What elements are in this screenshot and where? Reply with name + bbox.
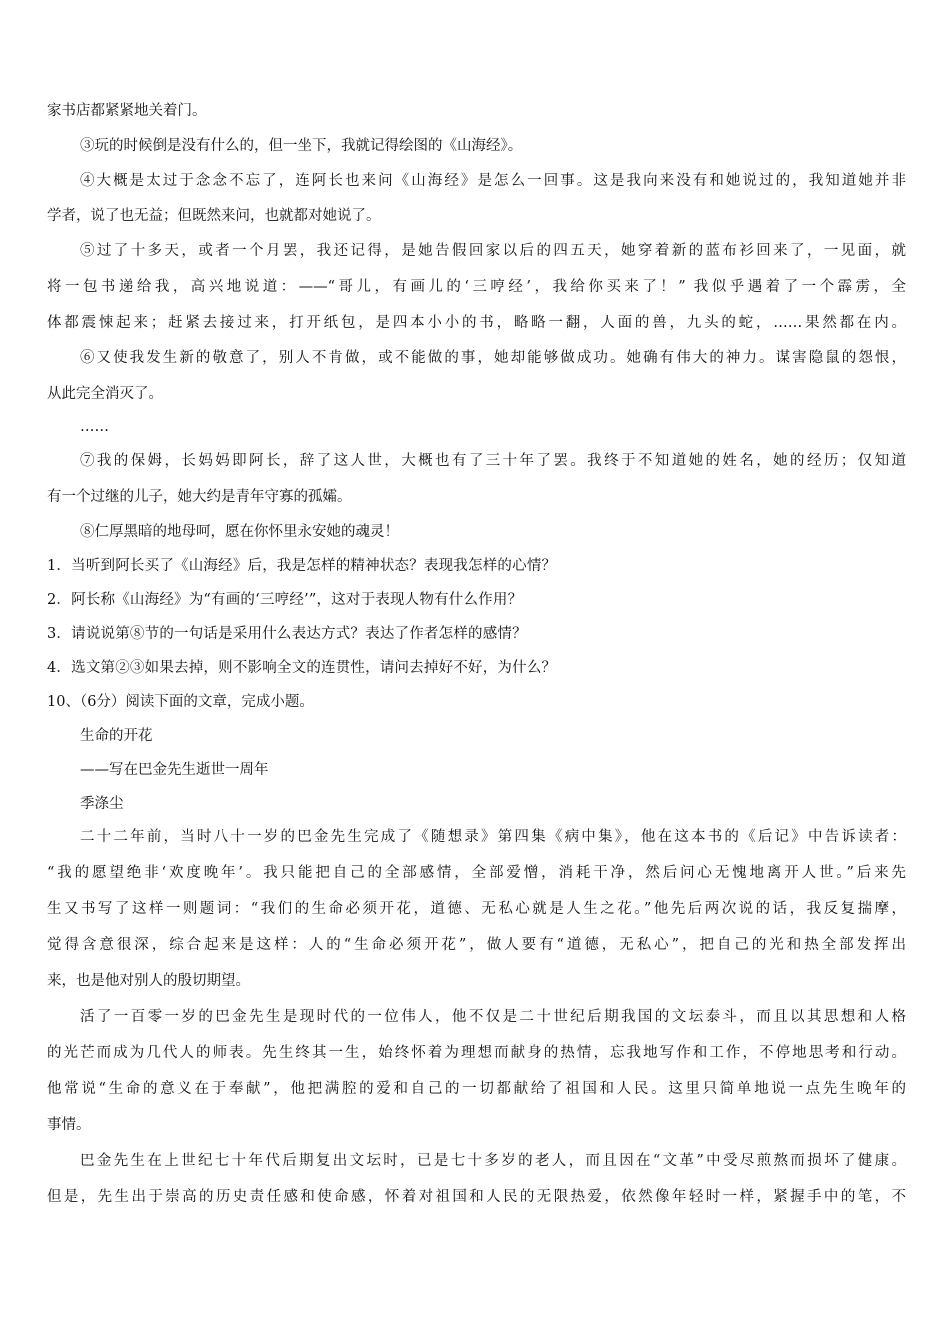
article-author: 季涤尘 xyxy=(80,796,124,812)
article-paragraph-2-line-1: 活了一百零一岁的巴金先生是现时代的一位伟人，他不仅是二十世纪后期我国的文坛泰斗，而且以其思想和人格 xyxy=(80,1009,906,1025)
article-title: 生命的开花 xyxy=(80,728,153,744)
passage-paragraph-7-line-1: ⑦我的保姆，长妈妈即阿长，辞了这人世，大概也有了三十年了罢。我终于不知道她的姓名，她的经历；仅知道 xyxy=(80,453,906,469)
question-3: 3．请说说第⑧节的一句话是采用什么表达方式？表达了作者怎样的感情？ xyxy=(47,626,527,642)
passage-continuation: 家书店都紧紧地关着门。 xyxy=(47,103,207,119)
article-paragraph-2-line-4: 事情。 xyxy=(47,1117,91,1133)
passage-paragraph-6-line-2: 从此完全消灭了。 xyxy=(47,386,163,402)
question-1: 1．当听到阿长买了《山海经》后，我是怎样的精神状态？表现我怎样的心情？ xyxy=(47,558,557,574)
article-paragraph-3-line-2: 但是，先生出于崇高的历史责任感和使命感，怀着对祖国和人民的无限热爱，依然像年轻时一样，紧握手中的笔，不 xyxy=(47,1189,906,1205)
passage-paragraph-5-line-3: 体都震悚起来；赶紧去接过来，打开纸包，是四本小小的书，略略一翻，人面的兽，九头的蛇，……果然都在内。 xyxy=(47,315,906,331)
article-paragraph-1-line-3: 生又书写了这样一则题词：“我们的生命必须开花，道德、无私心就是人生之花。”他先后两次说的话，我反复揣摩， xyxy=(47,901,906,917)
question-10-header: 10、（6分）阅读下面的文章，完成小题。 xyxy=(47,694,314,710)
article-paragraph-1-line-5: 来，也是他对别人的殷切期望。 xyxy=(47,973,250,989)
passage-paragraph-7-line-2: 有一个过继的儿子，她大约是青年守寡的孤孀。 xyxy=(47,489,352,505)
passage-paragraph-3: ③玩的时候倒是没有什么的，但一坐下，我就记得绘图的《山海经》。 xyxy=(80,138,523,154)
article-paragraph-2-line-3: 他常说“生命的意义在于奉献”，他把满腔的爱和自己的一切都献给了祖国和人民。这里只简单地说一点先生晚年的 xyxy=(47,1081,906,1097)
article-paragraph-1-line-1: 二十二年前，当时八十一岁的巴金先生完成了《随想录》第四集《病中集》，他在这本书的《后记》中告诉读者： xyxy=(80,829,906,845)
article-subtitle: ——写在巴金先生逝世一周年 xyxy=(80,762,269,778)
passage-paragraph-5-line-1: ⑤过了十多天，或者一个月罢，我还记得，是她告假回家以后的四五天，她穿着新的蓝布衫回来了，一见面，就 xyxy=(80,243,906,259)
passage-paragraph-6-line-1: ⑥又使我发生新的敬意了，别人不肯做，或不能做的事，她却能够做成功。她确有伟大的神力。谋害隐鼠的怨恨， xyxy=(80,350,906,366)
passage-paragraph-4-line-1: ④大概是太过于念念不忘了，连阿长也来问《山海经》是怎么一回事。这是我向来没有和她说过的，我知道她并非 xyxy=(80,173,906,189)
article-paragraph-1-line-2: “我的愿望绝非‘欢度晚年’。我只能把自己的全部感情，全部爱憎，消耗干净，然后问心无愧地离开人世。”后来先 xyxy=(47,865,906,881)
question-2: 2．阿长称《山海经》为“有画的‘三哼经’”，这对于表现人物有什么作用？ xyxy=(47,592,523,608)
article-paragraph-2-line-2: 的光芒而成为几代人的师表。先生终其一生，始终怀着为理想而献身的热情，忘我地写作和工作，不停地思考和行动。 xyxy=(47,1045,906,1061)
passage-paragraph-8: ⑧仁厚黑暗的地母呵，愿在你怀里永安她的魂灵！ xyxy=(80,524,399,540)
article-paragraph-1-line-4: 觉得含意很深，综合起来是这样：人的“生命必须开花”，做人要有“道德，无私心”，把自己的光和热全部发挥出 xyxy=(47,937,906,953)
article-paragraph-3-line-1: 巴金先生在上世纪七十年代后期复出文坛时，已是七十多岁的老人，而且因在“文革”中受尽煎熬而损坏了健康。 xyxy=(80,1153,906,1169)
passage-paragraph-5-line-2: 将一包书递给我，高兴地说道：——“哥儿，有画儿的‘三哼经’，我给你买来了！” 我似乎遇着了一个霹雳，全 xyxy=(47,279,906,295)
passage-ellipsis: …… xyxy=(80,419,109,435)
passage-paragraph-4-line-2: 学者，说了也无益；但既然来问，也就都对她说了。 xyxy=(47,208,381,224)
question-4: 4．选文第②③如果去掉，则不影响全文的连贯性，请问去掉好不好，为什么？ xyxy=(47,660,557,676)
